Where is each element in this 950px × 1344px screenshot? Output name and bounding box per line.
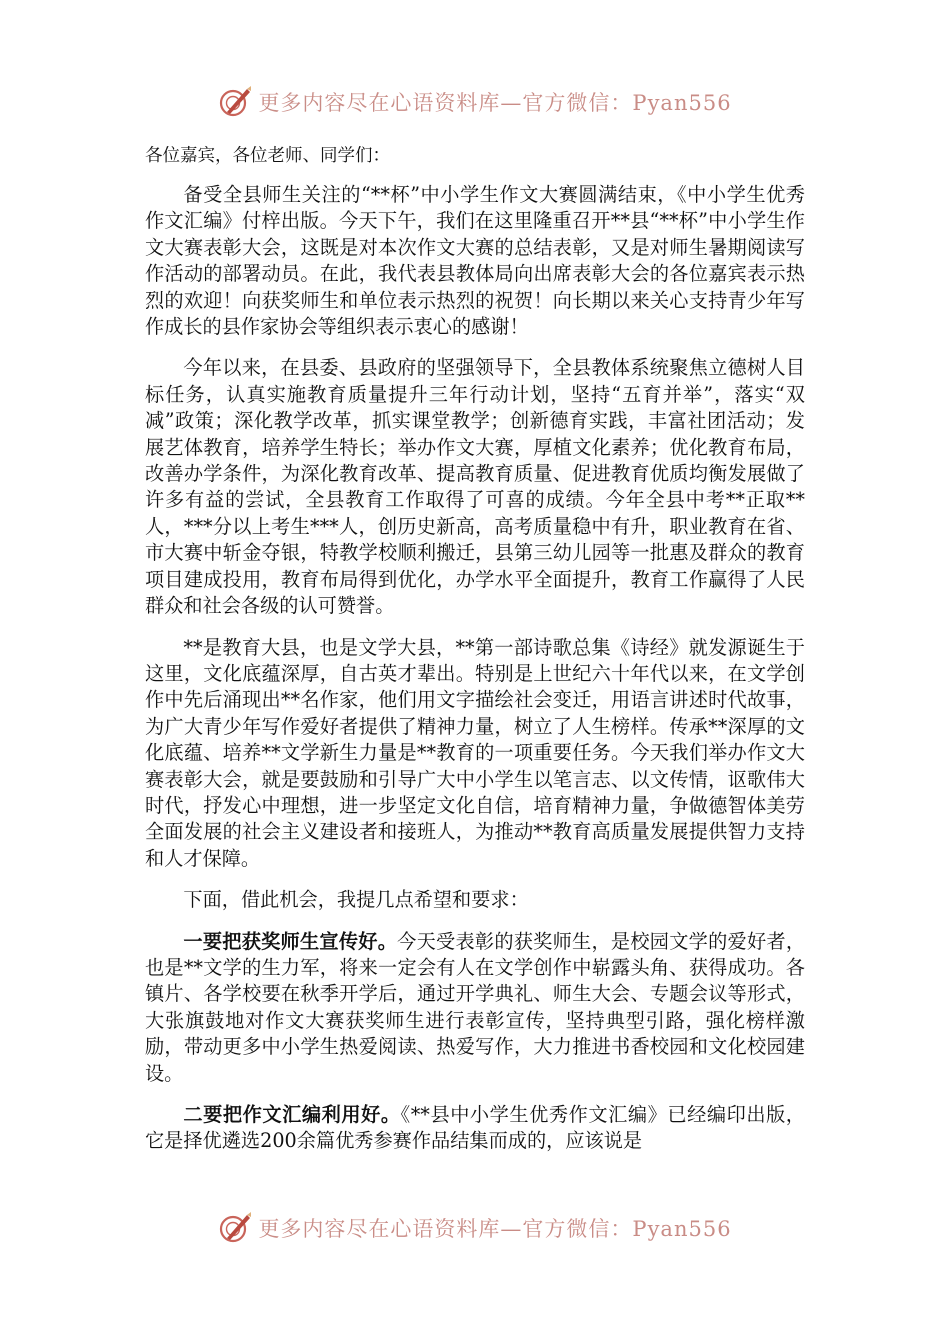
paragraph-opening: 备受全县师生关注的“**杯”中小学生作文大赛圆满结束，《中小学生优秀作文汇编》付梓出版。今天下午，我们在这里隆重召开**县“**杯”中小学生作文大赛表彰大会，这既是对本次作文大赛的总结表彰，又是对师生暑期阅读写作活动的部署动员。在此，我代表县教体局向出席表彰大会的各位嘉宾表示热烈的欢迎！向获奖师生和单位表示热烈的祝贺！向长期以来关心支持青少年写作成长的县作家协会等组织表示衷心的感谢！ [145,183,805,339]
paragraph-achievements: 今年以来，在县委、县政府的坚强领导下，全县教体系统聚焦立德树人目标任务，认真实施教育质量提升三年行动计划，坚持“五育并举”，落实“双减”政策；深化教学改革，抓实课堂教学；创新德育实践，丰富社团活动；发展艺体教育，培养学生特长；举办作文大赛，厚植文化素养；优化教育布局，改善办学条件，为深化教育改革、提高教育质量、促进教育优质均衡发展做了许多有益的尝试，全县教育工作取得了可喜的成绩。今年全县中考**正取**人，***分以上考生***人，创历史新高，高考质量稳中有升，职业教育在省、市大赛中斩金夺银，特教学校顺利搬迁，县第三幼儿园等一批惠及群众的教育项目建成投用，教育布局得到优化，办学水平全面提升，教育工作赢得了人民群众和社会各级的认可赞誉。 [145,356,805,618]
header-banner [0,82,950,122]
footer-banner-text: 更多内容尽在心语资料库—官方微信：Pyan556 [258,1217,732,1241]
paragraph-literary-heritage: **是教育大县，也是文学大县，**第一部诗歌总集《诗经》就发源诞生于这里，文化底蕴深厚，自古英才辈出。特别是上世纪六十年代以来，在文学创作中先后涌现出**名作家，他们用文字描绘社会变迁，用语言讲述时代故事，为广大青少年写作爱好者提供了精神力量，树立了人生榜样。传承**深厚的文化底蕴、培养**文学新生力量是**教育的一项重要任务。今天我们举办作文大赛表彰大会，就是要鼓励和引导广大中小学生以笔言志、以文传情，讴歌伟大时代，抒发心中理想，进一步坚定文化自信，培育精神力量，争做德智体美劳全面发展的社会主义建设者和接班人，为推动**教育高质量发展提供智力支持和人才保障。 [145,635,805,870]
point-one-heading: 一要把获奖师生宣传好。 [183,929,398,953]
point-one-text: 今天受表彰的获奖师生，是校园文学的爱好者，也是**文学的生力军，将来一定会有人在文学创作中崭露头角、获得成功。各镇片、各学校要在秋季开学后，通过开学典礼、师生大会、专题会议等形式，大张旗鼓地对作文大赛获奖师生进行表彰宣传，坚持典型引路，强化榜样激励，带动更多中小学生热爱阅读、热爱写作，大力推进书香校园和文化校园建设。 [145,929,806,1085]
salutation: 各位嘉宾，各位老师、同学们： [145,146,390,166]
pen-seal-logo-icon [218,1211,252,1245]
point-two-text: 《**县中小学生优秀作文汇编》已经编印出版，它是择优遴选200余篇优秀参赛作品结集而成的，应该说是 [145,1103,805,1153]
paragraph-transition: 下面，借此机会，我提几点希望和要求： [183,888,529,912]
point-two-heading: 二要把作文汇编利用好。 [183,1103,401,1126]
header-banner-text: 更多内容尽在心语资料库—官方微信：Pyan556 [258,91,732,115]
document-body [145,140,805,1170]
point-two [145,1102,805,1155]
footer-banner [0,1208,950,1248]
point-one [145,929,805,1087]
pen-seal-logo-icon [218,85,252,119]
